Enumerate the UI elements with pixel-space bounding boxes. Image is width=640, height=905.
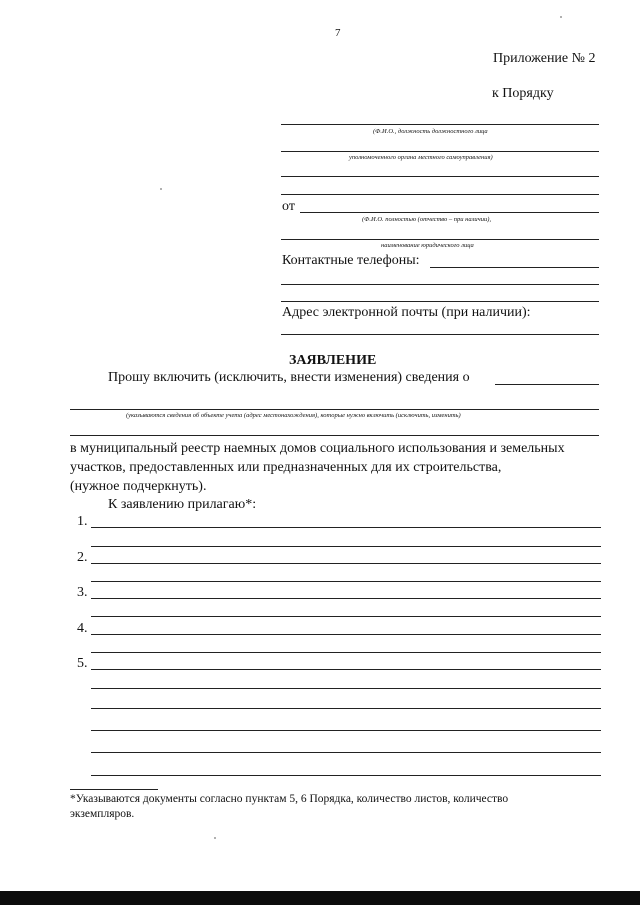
email-label: Адрес электронной почты (при наличии):: [282, 305, 531, 320]
attachment-line-1b: [91, 546, 601, 547]
attachments-label: К заявлению прилагаю*:: [108, 497, 257, 512]
body-line-2: участков, предоставленных или предназначенных для их строительства,: [70, 460, 502, 475]
phones-label: Контактные телефоны:: [282, 253, 420, 268]
attachment-line-6: [91, 708, 601, 709]
from-line: [300, 212, 599, 213]
scan-speck: [560, 16, 562, 18]
page-number: 7: [335, 27, 341, 39]
phones-line-3: [281, 301, 599, 302]
caption-official: (Ф.И.О., должность должностного лица: [373, 128, 488, 135]
object-details-line: [70, 409, 599, 410]
scan-speck: [214, 837, 216, 839]
attachment-number-3: 3.: [77, 585, 88, 600]
scan-bottom-edge: [0, 891, 640, 905]
attachment-number-4: 4.: [77, 621, 88, 636]
footnote-separator: [70, 789, 158, 790]
request-line: Прошу включить (исключить, внести изменения) сведения о: [108, 370, 470, 385]
phones-line-2: [281, 284, 599, 285]
attachment-line-7: [91, 730, 601, 731]
object-details-line-2: [70, 435, 599, 436]
attachment-line-3: [91, 598, 601, 599]
blank-line-1: [281, 176, 599, 177]
appendix-header: Приложение № 2: [493, 51, 596, 66]
caption-authority: уполномоченного органа местного самоуправления): [349, 154, 493, 161]
footnote-line-1: *Указываются документы согласно пунктам 5, 6 Порядка, количество листов, количество: [70, 793, 509, 805]
footnote-line-2: экземпляров.: [70, 808, 135, 820]
attachment-line-4b: [91, 652, 601, 653]
attachment-line-9: [91, 775, 601, 776]
caption-object: (указываются сведения об объекте учета (адрес местонахождения), которые нужно включить (исключить, изменить): [126, 412, 461, 419]
scan-speck: [160, 188, 162, 190]
attachment-number-2: 2.: [77, 550, 88, 565]
attachment-line-2b: [91, 581, 601, 582]
attachment-line-3b: [91, 616, 601, 617]
authority-line: [281, 151, 599, 152]
attachment-line-5b: [91, 688, 601, 689]
attachment-line-4: [91, 634, 601, 635]
caption-fio: (Ф.И.О. полностью (отчество – при наличии),: [362, 216, 492, 223]
attachment-number-5: 5.: [77, 656, 88, 671]
email-line: [281, 334, 599, 335]
attachment-line-1: [91, 527, 601, 528]
official-name-line: [281, 124, 599, 125]
attachment-line-5: [91, 669, 601, 670]
body-line-1: в муниципальный реестр наемных домов социального использования и земельных: [70, 441, 565, 456]
legal-entity-line: [281, 239, 599, 240]
document-title: ЗАЯВЛЕНИЕ: [289, 353, 377, 368]
attachment-line-2: [91, 563, 601, 564]
blank-line-2: [281, 194, 599, 195]
attachment-line-8: [91, 752, 601, 753]
body-line-3: (нужное подчеркнуть).: [70, 479, 207, 494]
order-reference: к Порядку: [492, 86, 554, 101]
request-object-line: [495, 384, 599, 385]
caption-legal: наименование юридического лица: [381, 242, 474, 249]
attachment-number-1: 1.: [77, 514, 88, 529]
from-label: от: [282, 199, 295, 214]
phones-line: [430, 267, 599, 268]
